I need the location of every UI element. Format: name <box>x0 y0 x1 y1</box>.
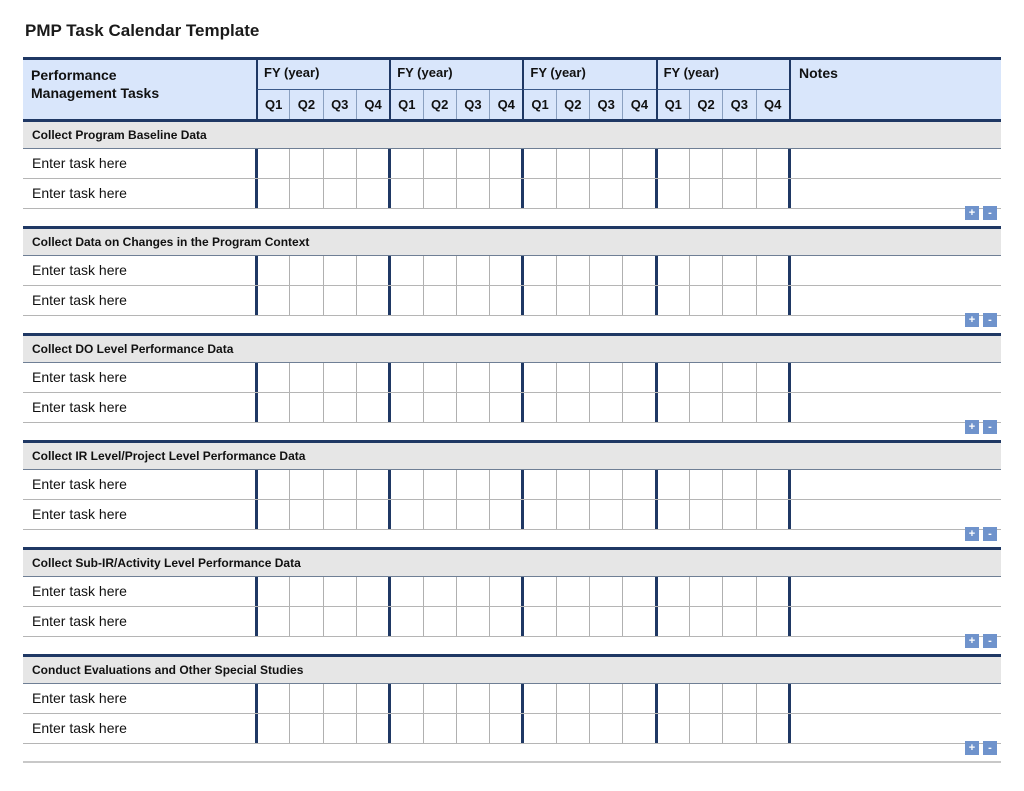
quarter-cell[interactable] <box>323 500 356 529</box>
quarter-cell[interactable] <box>622 577 655 606</box>
fy-label: FY (year) <box>397 65 453 80</box>
add-row-button[interactable]: + <box>965 741 979 755</box>
quarter-cell[interactable] <box>589 179 622 208</box>
quarter-cell[interactable] <box>521 470 554 499</box>
row-controls <box>965 420 997 434</box>
quarter-cell[interactable] <box>622 714 655 743</box>
quarter-cell[interactable] <box>655 286 688 315</box>
task-section <box>23 336 1001 443</box>
add-row-button[interactable]: + <box>965 634 979 648</box>
notes-column-header <box>789 60 1001 119</box>
quarter-header-q3: Q3 <box>589 90 622 119</box>
quarter-cell[interactable] <box>289 607 322 636</box>
quarter-cell[interactable] <box>356 286 389 315</box>
quarter-cell[interactable] <box>489 286 522 315</box>
notes-cell[interactable] <box>788 179 1001 208</box>
quarter-cell[interactable] <box>456 179 489 208</box>
quarter-cell[interactable] <box>289 286 322 315</box>
quarter-cell[interactable] <box>289 256 322 285</box>
add-row-button[interactable]: + <box>965 206 979 220</box>
task-calendar-table <box>23 57 1001 764</box>
quarter-cell[interactable] <box>689 256 722 285</box>
notes-cell[interactable] <box>788 363 1001 392</box>
quarter-cell[interactable] <box>589 607 622 636</box>
quarter-cell[interactable] <box>489 577 522 606</box>
task-input[interactable]: Enter task here <box>32 185 127 201</box>
quarter-cell[interactable] <box>489 684 522 713</box>
quarter-cell[interactable] <box>423 393 456 422</box>
quarter-cell[interactable] <box>323 684 356 713</box>
quarter-cell[interactable] <box>489 470 522 499</box>
quarter-cell[interactable] <box>255 607 288 636</box>
quarter-cell[interactable] <box>622 363 655 392</box>
quarter-cell[interactable] <box>622 393 655 422</box>
quarter-cell[interactable] <box>323 577 356 606</box>
quarter-cell[interactable] <box>289 149 322 178</box>
quarter-cell[interactable] <box>356 714 389 743</box>
section-title: Collect IR Level/Project Level Performance Data <box>32 449 306 463</box>
task-row <box>23 470 1001 500</box>
quarter-cell[interactable] <box>589 149 622 178</box>
quarter-cell[interactable] <box>521 500 554 529</box>
row-controls <box>965 634 997 648</box>
task-row <box>23 286 1001 316</box>
quarter-cell[interactable] <box>722 684 755 713</box>
quarter-cell[interactable] <box>556 179 589 208</box>
quarter-cell[interactable] <box>722 470 755 499</box>
quarter-cell[interactable] <box>356 256 389 285</box>
quarter-cell[interactable] <box>689 714 722 743</box>
quarter-cell[interactable] <box>622 500 655 529</box>
quarter-cell[interactable] <box>756 577 789 606</box>
quarter-cell[interactable] <box>388 149 421 178</box>
section-title: Conduct Evaluations and Other Special Studies <box>32 663 304 677</box>
quarter-header-q4: Q4 <box>356 90 389 119</box>
quarter-cell[interactable] <box>756 393 789 422</box>
quarter-cell[interactable] <box>756 607 789 636</box>
task-section <box>23 443 1001 550</box>
quarter-header-q4: Q4 <box>489 90 522 119</box>
quarter-cell[interactable] <box>556 470 589 499</box>
quarter-cell[interactable] <box>423 714 456 743</box>
quarter-cell[interactable] <box>289 470 322 499</box>
quarter-cell[interactable] <box>589 714 622 743</box>
task-input[interactable]: Enter task here <box>32 155 127 171</box>
quarter-header-q1: Q1 <box>522 90 555 119</box>
quarter-cell[interactable] <box>556 149 589 178</box>
quarter-cell[interactable] <box>689 470 722 499</box>
quarter-cell[interactable] <box>556 500 589 529</box>
fy-header-3 <box>522 60 655 90</box>
quarter-cell[interactable] <box>255 714 288 743</box>
quarter-header-q3: Q3 <box>456 90 489 119</box>
task-row <box>23 179 1001 209</box>
fy-label: FY (year) <box>264 65 320 80</box>
quarter-cell[interactable] <box>356 607 389 636</box>
notes-cell[interactable] <box>788 714 1001 743</box>
quarter-cell[interactable] <box>689 179 722 208</box>
task-row <box>23 577 1001 607</box>
quarter-cell[interactable] <box>255 393 288 422</box>
notes-cell[interactable] <box>788 393 1001 422</box>
task-column-header-line1: Performance <box>31 67 117 83</box>
add-row-button[interactable]: + <box>965 420 979 434</box>
quarter-cell[interactable] <box>323 363 356 392</box>
notes-cell[interactable] <box>788 470 1001 499</box>
section-title-band <box>23 443 1001 470</box>
quarter-cell[interactable] <box>655 577 688 606</box>
quarter-header-q2: Q2 <box>689 90 722 119</box>
task-column-header <box>31 66 159 102</box>
quarter-cell[interactable] <box>456 286 489 315</box>
quarter-cell[interactable] <box>689 393 722 422</box>
quarter-cell[interactable] <box>456 684 489 713</box>
quarter-cell[interactable] <box>456 363 489 392</box>
quarter-cell[interactable] <box>356 577 389 606</box>
quarter-cell[interactable] <box>255 179 288 208</box>
quarter-cell[interactable] <box>556 607 589 636</box>
fy-header-1 <box>256 60 389 90</box>
quarter-cell[interactable] <box>255 577 288 606</box>
fy-header-4 <box>656 60 789 90</box>
quarter-cell[interactable] <box>722 500 755 529</box>
quarter-cell[interactable] <box>722 363 755 392</box>
quarter-cell[interactable] <box>689 149 722 178</box>
quarter-cell[interactable] <box>655 393 688 422</box>
quarter-cell[interactable] <box>423 607 456 636</box>
task-row <box>23 149 1001 179</box>
remove-row-button[interactable]: - <box>983 741 997 755</box>
quarter-cell[interactable] <box>289 363 322 392</box>
task-input[interactable]: Enter task here <box>32 262 127 278</box>
quarter-cell[interactable] <box>423 500 456 529</box>
quarter-cell[interactable] <box>756 179 789 208</box>
quarter-cell[interactable] <box>423 577 456 606</box>
quarter-cell[interactable] <box>589 577 622 606</box>
remove-row-button[interactable]: - <box>983 634 997 648</box>
quarter-header-q4: Q4 <box>622 90 655 119</box>
quarter-cell[interactable] <box>521 577 554 606</box>
quarter-cell[interactable] <box>622 470 655 499</box>
notes-cell[interactable] <box>788 256 1001 285</box>
quarter-cell[interactable] <box>521 286 554 315</box>
quarter-cell[interactable] <box>388 577 421 606</box>
quarter-header-q2: Q2 <box>289 90 322 119</box>
quarter-cell[interactable] <box>756 256 789 285</box>
quarter-cell[interactable] <box>589 286 622 315</box>
quarter-cell[interactable] <box>255 286 288 315</box>
quarter-cell[interactable] <box>521 607 554 636</box>
quarter-cell[interactable] <box>589 500 622 529</box>
quarter-cell[interactable] <box>456 500 489 529</box>
quarter-cell[interactable] <box>521 256 554 285</box>
quarter-cell[interactable] <box>521 179 554 208</box>
fy-header-2 <box>389 60 522 90</box>
quarter-cell[interactable] <box>356 684 389 713</box>
quarter-cell[interactable] <box>289 714 322 743</box>
quarter-cell[interactable] <box>289 684 322 713</box>
quarter-cell[interactable] <box>356 179 389 208</box>
section-title: Collect DO Level Performance Data <box>32 342 234 356</box>
task-row <box>23 256 1001 286</box>
quarter-cell[interactable] <box>689 363 722 392</box>
quarter-cell[interactable] <box>756 714 789 743</box>
row-controls <box>965 313 997 327</box>
task-row <box>23 684 1001 714</box>
remove-row-button[interactable]: - <box>983 420 997 434</box>
quarter-cell[interactable] <box>722 607 755 636</box>
task-input[interactable]: Enter task here <box>32 292 127 308</box>
quarter-cell[interactable] <box>356 393 389 422</box>
quarter-cell[interactable] <box>323 607 356 636</box>
quarter-cell[interactable] <box>556 684 589 713</box>
quarter-cell[interactable] <box>255 363 288 392</box>
quarter-cell[interactable] <box>756 470 789 499</box>
quarter-cell[interactable] <box>323 149 356 178</box>
quarter-cell[interactable] <box>655 179 688 208</box>
task-input[interactable]: Enter task here <box>32 369 127 385</box>
quarter-cell[interactable] <box>722 714 755 743</box>
task-section <box>23 550 1001 657</box>
quarter-cell[interactable] <box>655 470 688 499</box>
quarter-cell[interactable] <box>689 684 722 713</box>
quarter-cell[interactable] <box>622 684 655 713</box>
section-title-band <box>23 550 1001 577</box>
quarter-cell[interactable] <box>589 256 622 285</box>
quarter-header-q2: Q2 <box>423 90 456 119</box>
quarter-cell[interactable] <box>356 500 389 529</box>
quarter-cell[interactable] <box>655 714 688 743</box>
quarter-cell[interactable] <box>388 256 421 285</box>
quarter-cell[interactable] <box>456 577 489 606</box>
quarter-cell[interactable] <box>423 286 456 315</box>
quarter-cell[interactable] <box>589 393 622 422</box>
quarter-cell[interactable] <box>255 470 288 499</box>
notes-cell[interactable] <box>788 500 1001 529</box>
quarter-cell[interactable] <box>556 256 589 285</box>
quarter-cell[interactable] <box>456 470 489 499</box>
quarter-cell[interactable] <box>356 149 389 178</box>
quarter-cell[interactable] <box>388 607 421 636</box>
quarter-cell[interactable] <box>323 470 356 499</box>
quarter-cell[interactable] <box>622 179 655 208</box>
quarter-header-q1: Q1 <box>656 90 689 119</box>
quarter-cell[interactable] <box>622 286 655 315</box>
quarter-cell[interactable] <box>589 363 622 392</box>
notes-cell[interactable] <box>788 607 1001 636</box>
quarter-cell[interactable] <box>388 393 421 422</box>
quarter-cell[interactable] <box>489 714 522 743</box>
quarter-cell[interactable] <box>622 149 655 178</box>
task-input[interactable]: Enter task here <box>32 583 127 599</box>
quarter-cell[interactable] <box>456 714 489 743</box>
quarter-cell[interactable] <box>722 256 755 285</box>
table-header <box>23 57 1001 122</box>
quarter-cell[interactable] <box>521 149 554 178</box>
quarter-cell[interactable] <box>489 607 522 636</box>
fy-label: FY (year) <box>530 65 586 80</box>
quarter-cell[interactable] <box>655 500 688 529</box>
quarter-header-q3: Q3 <box>323 90 356 119</box>
quarter-cell[interactable] <box>255 500 288 529</box>
quarter-cell[interactable] <box>722 179 755 208</box>
quarter-cell[interactable] <box>622 607 655 636</box>
notes-header-label: Notes <box>799 65 838 81</box>
section-title-band <box>23 336 1001 363</box>
quarter-cell[interactable] <box>722 577 755 606</box>
quarter-cell[interactable] <box>323 714 356 743</box>
notes-cell[interactable] <box>788 286 1001 315</box>
section-title-band <box>23 657 1001 684</box>
quarter-cell[interactable] <box>655 363 688 392</box>
quarter-cell[interactable] <box>489 179 522 208</box>
task-input[interactable]: Enter task here <box>32 613 127 629</box>
quarter-cell[interactable] <box>423 256 456 285</box>
notes-cell[interactable] <box>788 149 1001 178</box>
quarter-cell[interactable] <box>423 179 456 208</box>
quarter-cell[interactable] <box>323 179 356 208</box>
quarter-cell[interactable] <box>756 149 789 178</box>
notes-cell[interactable] <box>788 684 1001 713</box>
quarter-cell[interactable] <box>521 393 554 422</box>
quarter-cell[interactable] <box>556 393 589 422</box>
quarter-cell[interactable] <box>388 684 421 713</box>
task-input[interactable]: Enter task here <box>32 399 127 415</box>
quarter-cell[interactable] <box>388 500 421 529</box>
quarter-cell[interactable] <box>756 363 789 392</box>
quarter-cell[interactable] <box>255 256 288 285</box>
page-title: PMP Task Calendar Template <box>25 21 260 40</box>
quarter-cell[interactable] <box>323 393 356 422</box>
section-divider <box>23 761 1001 763</box>
section-title: Collect Program Baseline Data <box>32 128 207 142</box>
quarter-cell[interactable] <box>556 286 589 315</box>
quarter-cell[interactable] <box>356 470 389 499</box>
quarter-cell[interactable] <box>456 149 489 178</box>
quarter-header-q1: Q1 <box>256 90 289 119</box>
quarter-header-q2: Q2 <box>556 90 589 119</box>
task-row <box>23 500 1001 530</box>
quarter-cell[interactable] <box>388 286 421 315</box>
row-controls <box>965 741 997 755</box>
quarter-cell[interactable] <box>489 256 522 285</box>
task-input[interactable]: Enter task here <box>32 690 127 706</box>
quarter-cell[interactable] <box>489 149 522 178</box>
quarter-cell[interactable] <box>289 500 322 529</box>
quarter-cell[interactable] <box>423 149 456 178</box>
quarter-cell[interactable] <box>323 256 356 285</box>
quarter-cell[interactable] <box>323 286 356 315</box>
task-row <box>23 607 1001 637</box>
task-row <box>23 393 1001 423</box>
quarter-cell[interactable] <box>689 500 722 529</box>
quarter-cell[interactable] <box>456 607 489 636</box>
quarter-cell[interactable] <box>722 393 755 422</box>
quarter-cell[interactable] <box>689 577 722 606</box>
quarter-cell[interactable] <box>521 714 554 743</box>
quarter-cell[interactable] <box>356 363 389 392</box>
add-row-button[interactable]: + <box>965 313 979 327</box>
section-title-band <box>23 229 1001 256</box>
quarter-cell[interactable] <box>722 149 755 178</box>
remove-row-button[interactable]: - <box>983 206 997 220</box>
quarter-cell[interactable] <box>689 607 722 636</box>
quarter-header-q4: Q4 <box>756 90 789 119</box>
quarter-cell[interactable] <box>756 500 789 529</box>
quarter-cell[interactable] <box>655 607 688 636</box>
quarter-cell[interactable] <box>255 684 288 713</box>
task-column-header-line2: Management Tasks <box>31 85 160 101</box>
quarter-cell[interactable] <box>489 500 522 529</box>
quarter-cell[interactable] <box>655 256 688 285</box>
quarter-cell[interactable] <box>489 363 522 392</box>
quarter-cell[interactable] <box>388 363 421 392</box>
task-section <box>23 229 1001 336</box>
quarter-cell[interactable] <box>722 286 755 315</box>
quarter-cell[interactable] <box>689 286 722 315</box>
quarter-cell[interactable] <box>255 149 288 178</box>
quarter-cell[interactable] <box>589 684 622 713</box>
task-input[interactable]: Enter task here <box>32 476 127 492</box>
notes-cell[interactable] <box>788 577 1001 606</box>
quarter-cell[interactable] <box>521 684 554 713</box>
section-title-band <box>23 122 1001 149</box>
quarter-cell[interactable] <box>388 470 421 499</box>
quarter-cell[interactable] <box>423 684 456 713</box>
fy-label: FY (year) <box>663 65 719 80</box>
quarter-cell[interactable] <box>289 577 322 606</box>
quarter-cell[interactable] <box>423 470 456 499</box>
task-input[interactable]: Enter task here <box>32 506 127 522</box>
quarter-cell[interactable] <box>556 363 589 392</box>
quarter-cell[interactable] <box>388 179 421 208</box>
quarter-cell[interactable] <box>655 684 688 713</box>
task-row <box>23 363 1001 393</box>
task-row <box>23 714 1001 744</box>
quarter-cell[interactable] <box>556 714 589 743</box>
quarter-cell[interactable] <box>456 256 489 285</box>
row-controls <box>965 527 997 541</box>
quarter-cell[interactable] <box>456 393 489 422</box>
task-section <box>23 657 1001 764</box>
quarter-cell[interactable] <box>521 363 554 392</box>
section-title: Collect Sub-IR/Activity Level Performance Data <box>32 556 301 570</box>
quarter-header-q3: Q3 <box>722 90 755 119</box>
section-title: Collect Data on Changes in the Program Context <box>32 235 310 249</box>
quarter-cell[interactable] <box>489 393 522 422</box>
add-row-button[interactable]: + <box>965 527 979 541</box>
quarter-cell[interactable] <box>388 714 421 743</box>
quarter-cell[interactable] <box>289 393 322 422</box>
quarter-cell[interactable] <box>556 577 589 606</box>
quarter-cell[interactable] <box>589 470 622 499</box>
remove-row-button[interactable]: - <box>983 313 997 327</box>
row-controls <box>965 206 997 220</box>
task-input[interactable]: Enter task here <box>32 720 127 736</box>
task-section <box>23 122 1001 229</box>
quarter-cell[interactable] <box>423 363 456 392</box>
quarter-cell[interactable] <box>756 684 789 713</box>
quarter-cell[interactable] <box>655 149 688 178</box>
quarter-cell[interactable] <box>622 256 655 285</box>
quarter-cell[interactable] <box>756 286 789 315</box>
quarter-header-q1: Q1 <box>389 90 422 119</box>
quarter-cell[interactable] <box>289 179 322 208</box>
remove-row-button[interactable]: - <box>983 527 997 541</box>
